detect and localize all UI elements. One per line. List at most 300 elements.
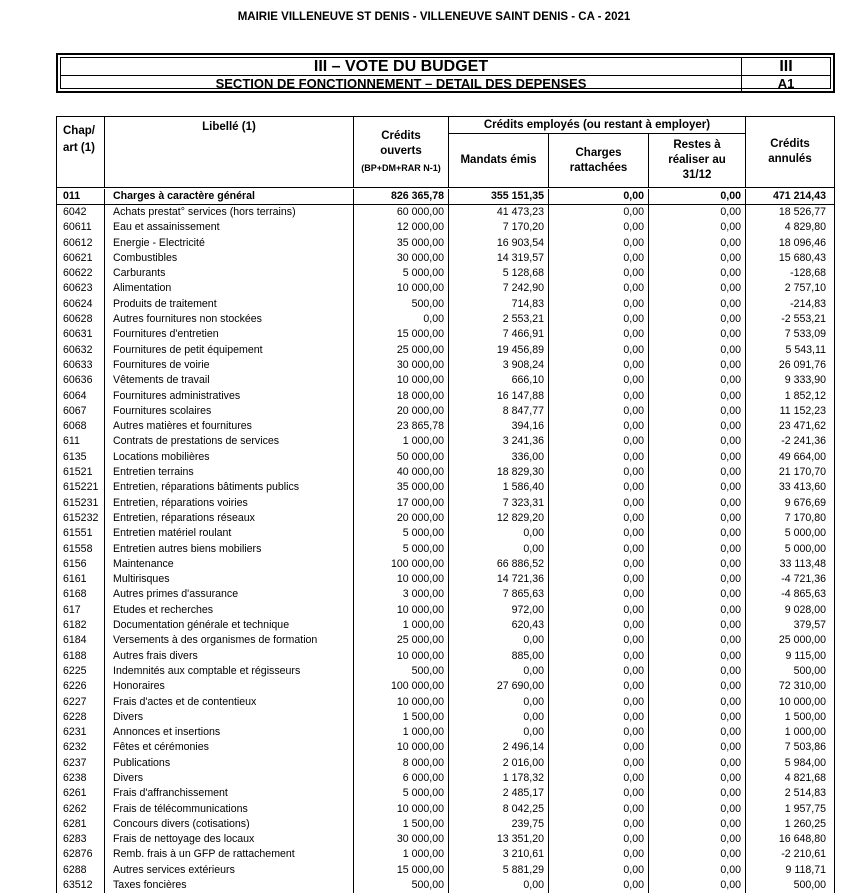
row-libelle: Produits de traitement <box>105 297 354 312</box>
table-row <box>57 618 834 633</box>
row-restes: 0,00 <box>649 189 746 204</box>
row-credits-ouverts: 25 000,00 <box>354 633 449 648</box>
row-code: 61551 <box>57 526 105 541</box>
row-charges: 0,00 <box>549 419 649 434</box>
row-libelle: Contrats de prestations de services <box>105 434 354 449</box>
header-annules <box>746 117 834 187</box>
row-mandats: 3 241,36 <box>449 434 549 449</box>
section-subtitle-row <box>61 76 830 91</box>
row-annules: 9 676,69 <box>784 496 826 509</box>
section-header-box <box>56 53 835 93</box>
table-row <box>57 281 834 296</box>
row-mandats: 0,00 <box>449 664 549 679</box>
header-charges <box>549 134 649 187</box>
row-code: 6064 <box>57 389 105 404</box>
row-charges: 0,00 <box>549 817 649 832</box>
row-charges: 0,00 <box>549 649 649 664</box>
row-libelle: Annonces et insertions <box>105 725 354 740</box>
row-libelle: Autres services extérieurs <box>105 863 354 878</box>
row-restes: 0,00 <box>649 725 746 740</box>
row-mandats: 2 485,17 <box>449 786 549 801</box>
row-libelle: Divers <box>105 771 354 786</box>
table-row <box>57 878 834 893</box>
row-charges: 0,00 <box>549 373 649 388</box>
table-row <box>57 664 834 679</box>
row-mandats: 1 178,32 <box>449 771 549 786</box>
row-charges: 0,00 <box>549 266 649 281</box>
row-libelle: Energie - Electricité <box>105 236 354 251</box>
row-annules: 5 000,00 <box>784 527 826 540</box>
row-credits-ouverts: 10 000,00 <box>354 572 449 587</box>
row-mandats: 14 319,57 <box>449 251 549 266</box>
row-mandats: 394,16 <box>449 419 549 434</box>
row-libelle: Indemnités aux comptable et régisseurs <box>105 664 354 679</box>
row-credits-ouverts: 30 000,00 <box>354 358 449 373</box>
table-row <box>57 220 834 235</box>
row-credits-ouverts: 500,00 <box>354 297 449 312</box>
row-code: 6156 <box>57 557 105 572</box>
table-row <box>57 725 834 740</box>
table-body <box>57 189 834 893</box>
row-libelle: Maintenance <box>105 557 354 572</box>
row-annules: -214,83 <box>790 297 826 310</box>
header-restes-line2: réaliser au <box>668 154 726 166</box>
table-row <box>57 740 834 755</box>
row-credits-ouverts: 10 000,00 <box>354 649 449 664</box>
table-row <box>57 511 834 526</box>
table-row <box>57 343 834 358</box>
row-code: 617 <box>57 603 105 618</box>
row-annules: 5 543,11 <box>785 343 826 356</box>
row-code: 60632 <box>57 343 105 358</box>
row-libelle: Honoraires <box>105 679 354 694</box>
row-restes: 0,00 <box>649 572 746 587</box>
row-libelle: Entretien terrains <box>105 465 354 480</box>
row-code: 6188 <box>57 649 105 664</box>
row-libelle: Publications <box>105 756 354 771</box>
header-restes-line1: Restes à <box>673 139 721 151</box>
row-libelle: Divers <box>105 710 354 725</box>
row-libelle: Fêtes et cérémonies <box>105 740 354 755</box>
row-annules: 26 091,76 <box>778 358 826 371</box>
row-code: 6262 <box>57 802 105 817</box>
row-libelle: Frais de nettoyage des locaux <box>105 832 354 847</box>
row-libelle: Autres matières et fournitures <box>105 419 354 434</box>
table-row <box>57 649 834 664</box>
table-row <box>57 205 834 220</box>
row-annules: -2 553,21 <box>781 313 826 326</box>
row-charges: 0,00 <box>549 863 649 878</box>
row-libelle: Frais d'actes et de contentieux <box>105 695 354 710</box>
table-row <box>57 327 834 342</box>
row-mandats: 66 886,52 <box>449 557 549 572</box>
table-row <box>57 297 834 312</box>
row-charges: 0,00 <box>549 587 649 602</box>
row-mandats: 3 908,24 <box>449 358 549 373</box>
table-row <box>57 710 834 725</box>
row-charges: 0,00 <box>549 618 649 633</box>
row-libelle: Versements à des organismes de formation <box>105 633 354 648</box>
row-credits-ouverts: 1 000,00 <box>354 725 449 740</box>
row-restes: 0,00 <box>649 618 746 633</box>
row-code: 60624 <box>57 297 105 312</box>
row-annules: 4 821,68 <box>784 771 826 784</box>
row-annules: 5 984,00 <box>784 756 826 769</box>
table-row <box>57 557 834 572</box>
row-restes: 0,00 <box>649 771 746 786</box>
row-charges: 0,00 <box>549 542 649 557</box>
row-charges: 0,00 <box>549 572 649 587</box>
row-libelle: Achats prestat° services (hors terrains) <box>105 205 354 220</box>
row-charges: 0,00 <box>549 189 649 204</box>
row-annules: 7 170,80 <box>784 511 826 524</box>
row-restes: 0,00 <box>649 389 746 404</box>
header-chap: Chap/ <box>63 125 95 137</box>
row-code: 6228 <box>57 710 105 725</box>
row-credits-ouverts: 826 365,78 <box>354 189 449 204</box>
row-credits-ouverts: 12 000,00 <box>354 220 449 235</box>
table-row <box>57 236 834 251</box>
row-libelle: Taxes foncières <box>105 878 354 893</box>
row-mandats: 7 170,20 <box>449 220 549 235</box>
row-libelle: Autres frais divers <box>105 649 354 664</box>
row-restes: 0,00 <box>649 220 746 235</box>
row-annules: 379,57 <box>793 619 826 632</box>
section-subtitle: SECTION DE FONCTIONNEMENT – DETAIL DES DEPENSES <box>61 76 742 91</box>
row-charges: 0,00 <box>549 603 649 618</box>
row-mandats: 714,83 <box>449 297 549 312</box>
row-mandats: 7 242,90 <box>449 281 549 296</box>
row-libelle: Entretien matériel roulant <box>105 526 354 541</box>
row-libelle: Locations mobilières <box>105 450 354 465</box>
row-mandats: 13 351,20 <box>449 832 549 847</box>
row-mandats: 0,00 <box>449 710 549 725</box>
row-restes: 0,00 <box>649 373 746 388</box>
row-libelle: Entretien, réparations voiries <box>105 496 354 511</box>
row-credits-ouverts: 17 000,00 <box>354 496 449 511</box>
row-charges: 0,00 <box>549 220 649 235</box>
row-credits-ouverts: 1 000,00 <box>354 434 449 449</box>
row-charges: 0,00 <box>549 664 649 679</box>
row-credits-ouverts: 5 000,00 <box>354 266 449 281</box>
row-code: 6225 <box>57 664 105 679</box>
row-restes: 0,00 <box>649 587 746 602</box>
row-mandats: 12 829,20 <box>449 511 549 526</box>
row-restes: 0,00 <box>649 710 746 725</box>
row-mandats: 7 466,91 <box>449 327 549 342</box>
row-annules: 500,00 <box>793 879 826 892</box>
row-libelle: Carburants <box>105 266 354 281</box>
row-mandats: 666,10 <box>449 373 549 388</box>
row-annules: 5 000,00 <box>784 542 826 555</box>
row-libelle: Entretien autres biens mobiliers <box>105 542 354 557</box>
row-annules: 7 533,09 <box>784 328 826 341</box>
row-restes: 0,00 <box>649 297 746 312</box>
row-libelle: Fournitures administratives <box>105 389 354 404</box>
row-restes: 0,00 <box>649 358 746 373</box>
row-restes: 0,00 <box>649 817 746 832</box>
row-annules: -2 241,36 <box>781 435 826 448</box>
header-credits-employes: Crédits employés (ou restant à employer) <box>449 117 746 134</box>
row-restes: 0,00 <box>649 526 746 541</box>
row-restes: 0,00 <box>649 679 746 694</box>
row-restes: 0,00 <box>649 802 746 817</box>
row-credits-ouverts: 10 000,00 <box>354 802 449 817</box>
row-mandats: 336,00 <box>449 450 549 465</box>
row-charges: 0,00 <box>549 847 649 862</box>
row-mandats: 0,00 <box>449 633 549 648</box>
row-restes: 0,00 <box>649 236 746 251</box>
row-code: 615221 <box>57 480 105 495</box>
row-charges: 0,00 <box>549 695 649 710</box>
row-code: 6283 <box>57 832 105 847</box>
header-art: art (1) <box>63 142 95 154</box>
table-row <box>57 480 834 495</box>
row-mandats: 19 456,89 <box>449 343 549 358</box>
row-charges: 0,00 <box>549 756 649 771</box>
table-row <box>57 496 834 511</box>
row-annules: 1 852,12 <box>784 389 826 402</box>
row-charges: 0,00 <box>549 327 649 342</box>
row-credits-ouverts: 18 000,00 <box>354 389 449 404</box>
header-credits-ouverts-line1: Crédits <box>381 130 421 142</box>
row-code: 6042 <box>57 205 105 220</box>
row-code: 60611 <box>57 220 105 235</box>
row-mandats: 16 147,88 <box>449 389 549 404</box>
header-annules-line1: Crédits <box>770 138 810 150</box>
row-annules: -4 721,36 <box>781 573 826 586</box>
table-row <box>57 832 834 847</box>
row-charges: 0,00 <box>549 358 649 373</box>
row-credits-ouverts: 1 500,00 <box>354 817 449 832</box>
row-mandats: 972,00 <box>449 603 549 618</box>
row-restes: 0,00 <box>649 450 746 465</box>
row-mandats: 18 829,30 <box>449 465 549 480</box>
table-row <box>57 373 834 388</box>
section-title: III – VOTE DU BUDGET <box>61 58 742 75</box>
row-libelle: Autres primes d'assurance <box>105 587 354 602</box>
row-annules: 49 664,00 <box>778 450 826 463</box>
row-code: 61521 <box>57 465 105 480</box>
row-credits-ouverts: 40 000,00 <box>354 465 449 480</box>
row-annules: 1 260,25 <box>784 817 826 830</box>
row-code: 6288 <box>57 863 105 878</box>
row-libelle: Fournitures d'entretien <box>105 327 354 342</box>
row-credits-ouverts: 10 000,00 <box>354 603 449 618</box>
header-restes <box>649 134 746 187</box>
row-restes: 0,00 <box>649 847 746 862</box>
row-charges: 0,00 <box>549 297 649 312</box>
row-code: 60623 <box>57 281 105 296</box>
row-annules: 1 000,00 <box>784 726 826 739</box>
section-title-code: III <box>779 58 793 75</box>
header-credits-ouverts <box>354 117 449 187</box>
row-annules: 2 757,10 <box>784 282 826 295</box>
table-row <box>57 251 834 266</box>
row-mandats: 1 586,40 <box>449 480 549 495</box>
row-annules: 500,00 <box>793 664 826 677</box>
row-annules: 9 115,00 <box>785 649 826 662</box>
row-annules: 2 514,83 <box>784 787 826 800</box>
row-libelle: Entretien, réparations bâtiments publics <box>105 480 354 495</box>
row-mandats: 27 690,00 <box>449 679 549 694</box>
row-restes: 0,00 <box>649 695 746 710</box>
row-code: 6135 <box>57 450 105 465</box>
row-annules: 33 413,60 <box>778 481 826 494</box>
header-charges-line1: Charges <box>575 147 622 159</box>
document-title: MAIRIE VILLENEUVE ST DENIS - VILLENEUVE SAINT DENIS - CA - 2021 <box>237 11 631 23</box>
row-credits-ouverts: 8 000,00 <box>354 756 449 771</box>
row-code: 611 <box>57 434 105 449</box>
row-charges: 0,00 <box>549 434 649 449</box>
table-row <box>57 695 834 710</box>
row-code: 61558 <box>57 542 105 557</box>
row-code: 6232 <box>57 740 105 755</box>
row-mandats: 0,00 <box>449 725 549 740</box>
row-restes: 0,00 <box>649 649 746 664</box>
row-code: 615232 <box>57 511 105 526</box>
row-charges: 0,00 <box>549 389 649 404</box>
row-restes: 0,00 <box>649 633 746 648</box>
row-annules: 18 526,77 <box>778 206 826 218</box>
row-mandats: 2 553,21 <box>449 312 549 327</box>
row-mandats: 14 721,36 <box>449 572 549 587</box>
row-annules: 18 096,46 <box>778 236 826 249</box>
row-credits-ouverts: 5 000,00 <box>354 526 449 541</box>
row-restes: 0,00 <box>649 251 746 266</box>
row-annules: 10 000,00 <box>778 695 826 708</box>
row-libelle: Multirisques <box>105 572 354 587</box>
row-restes: 0,00 <box>649 465 746 480</box>
row-credits-ouverts: 6 000,00 <box>354 771 449 786</box>
table-row <box>57 542 834 557</box>
row-code: 6068 <box>57 419 105 434</box>
row-libelle: Fournitures de voirie <box>105 358 354 373</box>
header-mandats-label: Mandats émis <box>460 154 537 166</box>
row-credits-ouverts: 500,00 <box>354 664 449 679</box>
table-row <box>57 450 834 465</box>
row-credits-ouverts: 20 000,00 <box>354 404 449 419</box>
row-charges: 0,00 <box>549 557 649 572</box>
row-code: 6168 <box>57 587 105 602</box>
row-mandats: 0,00 <box>449 695 549 710</box>
row-charges: 0,00 <box>549 236 649 251</box>
row-credits-ouverts: 30 000,00 <box>354 832 449 847</box>
row-credits-ouverts: 25 000,00 <box>354 343 449 358</box>
row-code: 62876 <box>57 847 105 862</box>
row-charges: 0,00 <box>549 281 649 296</box>
row-restes: 0,00 <box>649 740 746 755</box>
row-code: 60622 <box>57 266 105 281</box>
row-mandats: 16 903,54 <box>449 236 549 251</box>
row-mandats: 3 210,61 <box>449 847 549 862</box>
table-row <box>57 633 834 648</box>
row-mandats: 5 881,29 <box>449 863 549 878</box>
row-restes: 0,00 <box>649 281 746 296</box>
row-charges: 0,00 <box>549 725 649 740</box>
row-mandats: 0,00 <box>449 526 549 541</box>
row-restes: 0,00 <box>649 557 746 572</box>
row-annules: 33 113,48 <box>779 557 826 570</box>
header-mandats <box>449 134 549 187</box>
row-credits-ouverts: 1 500,00 <box>354 710 449 725</box>
row-libelle: Entretien, réparations réseaux <box>105 511 354 526</box>
table-row-total <box>57 189 834 205</box>
row-mandats: 5 128,68 <box>449 266 549 281</box>
header-libelle: Libellé (1) <box>105 117 354 187</box>
row-charges: 0,00 <box>549 312 649 327</box>
row-charges: 0,00 <box>549 679 649 694</box>
row-charges: 0,00 <box>549 511 649 526</box>
header-annules-line2: annulés <box>768 153 812 165</box>
row-mandats: 7 323,31 <box>449 496 549 511</box>
row-credits-ouverts: 23 865,78 <box>354 419 449 434</box>
row-restes: 0,00 <box>649 542 746 557</box>
section-subtitle-code: A1 <box>777 76 795 91</box>
row-charges: 0,00 <box>549 465 649 480</box>
row-credits-ouverts: 10 000,00 <box>354 373 449 388</box>
row-annules: 16 648,80 <box>778 833 826 846</box>
row-restes: 0,00 <box>649 266 746 281</box>
row-annules: 25 000,00 <box>778 634 826 647</box>
row-charges: 0,00 <box>549 404 649 419</box>
row-credits-ouverts: 10 000,00 <box>354 695 449 710</box>
table-row <box>57 266 834 281</box>
row-mandats: 620,43 <box>449 618 549 633</box>
row-mandats: 885,00 <box>449 649 549 664</box>
row-libelle: Combustibles <box>105 251 354 266</box>
row-annules: 23 471,62 <box>778 420 826 433</box>
row-code: 6231 <box>57 725 105 740</box>
row-annules: 1 957,75 <box>784 802 826 815</box>
row-code: 615231 <box>57 496 105 511</box>
row-code: 60628 <box>57 312 105 327</box>
row-code: 6281 <box>57 817 105 832</box>
row-libelle: Alimentation <box>105 281 354 296</box>
row-restes: 0,00 <box>649 343 746 358</box>
row-restes: 0,00 <box>649 404 746 419</box>
row-annules: -4 865,63 <box>781 588 826 601</box>
row-libelle: Eau et assainissement <box>105 220 354 235</box>
row-libelle: Fournitures de petit équipement <box>105 343 354 358</box>
row-restes: 0,00 <box>649 205 746 220</box>
row-code: 6184 <box>57 633 105 648</box>
row-credits-ouverts: 60 000,00 <box>354 205 449 220</box>
row-restes: 0,00 <box>649 878 746 893</box>
row-code: 60612 <box>57 236 105 251</box>
row-restes: 0,00 <box>649 511 746 526</box>
row-annules: -2 210,61 <box>781 848 826 861</box>
row-libelle: Frais de télécommunications <box>105 802 354 817</box>
row-credits-ouverts: 500,00 <box>354 878 449 893</box>
row-code: 60633 <box>57 358 105 373</box>
row-charges: 0,00 <box>549 343 649 358</box>
row-restes: 0,00 <box>649 863 746 878</box>
section-title-row <box>61 58 830 76</box>
table-row <box>57 312 834 327</box>
row-restes: 0,00 <box>649 603 746 618</box>
row-code: 6237 <box>57 756 105 771</box>
row-credits-ouverts: 100 000,00 <box>354 557 449 572</box>
row-code: 6227 <box>57 695 105 710</box>
row-credits-ouverts: 15 000,00 <box>354 863 449 878</box>
row-annules: 7 503,86 <box>784 741 826 754</box>
row-mandats: 8 847,77 <box>449 404 549 419</box>
row-annules: 4 829,80 <box>784 221 826 234</box>
row-mandats: 2 496,14 <box>449 740 549 755</box>
header-restes-line3: 31/12 <box>682 169 712 181</box>
table-row <box>57 771 834 786</box>
